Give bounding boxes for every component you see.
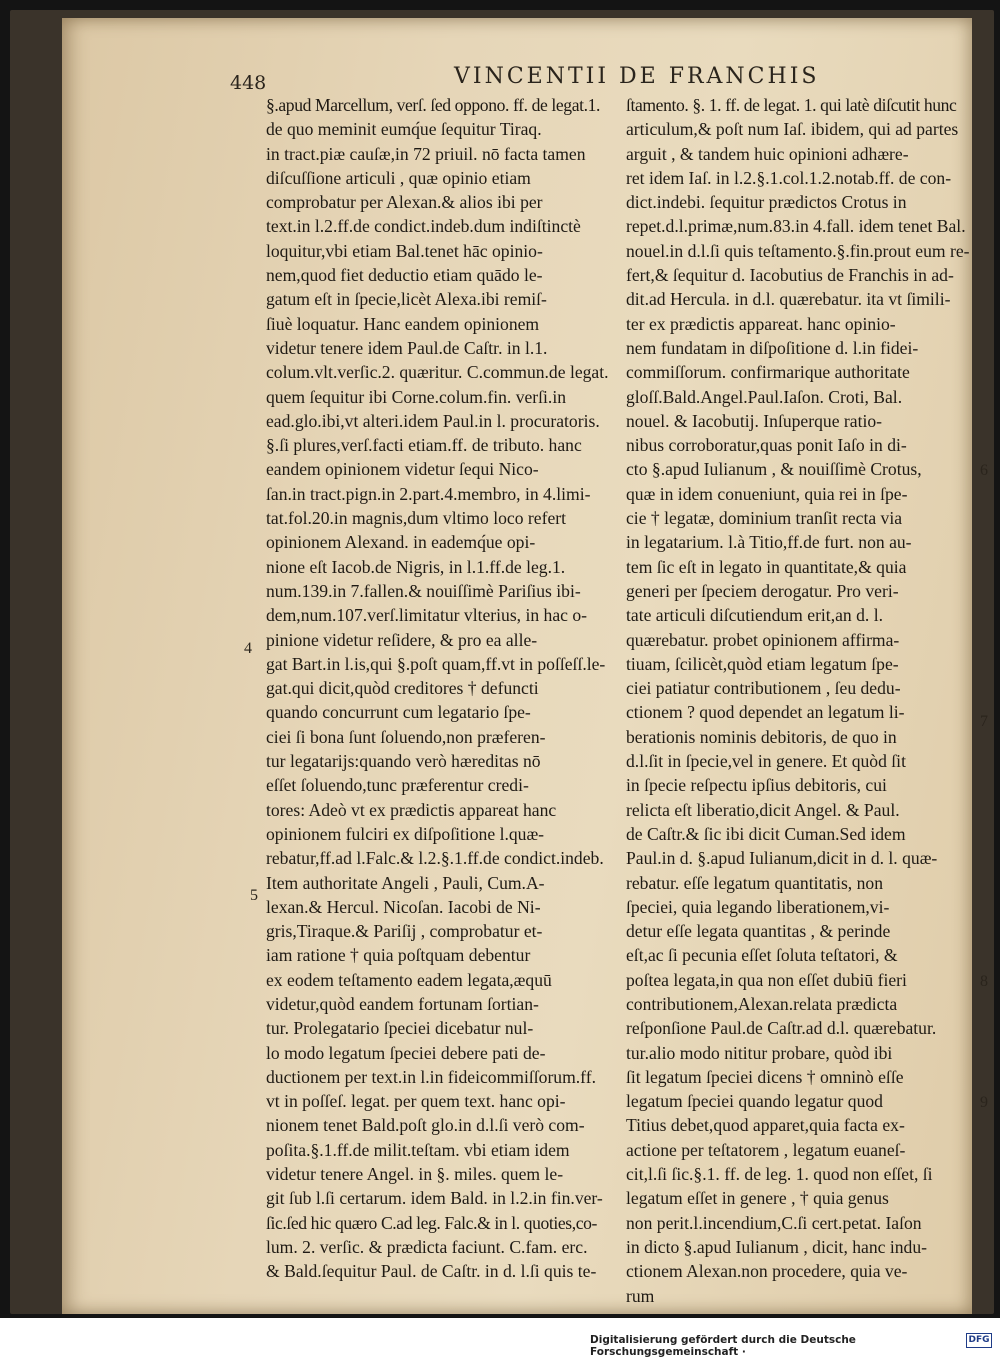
left-text-column	[266, 93, 616, 1284]
text-line: legatum ſpeciei quando legatur quod	[626, 1091, 883, 1112]
text-line: ciei ſi bona ſunt ſoluendo,non præferen-	[266, 726, 546, 747]
dfg-logo: DFG	[966, 1333, 992, 1348]
text-line: rebatur,ff.ad l.Falc.& l.2.§.1.ff.de condict.indeb.	[266, 848, 604, 869]
text-line: gat.qui dicit,quòd creditores † defuncti	[266, 678, 539, 699]
text-line: contributionem,Alexan.relata prædicta	[626, 993, 898, 1014]
text-line: eſſet ſoluendo,tunc præferentur credi-	[266, 775, 529, 796]
text-line: dem,num.107.verſ.limitatur vlterius, in hac o-	[266, 605, 588, 626]
text-line: num.139.in 7.fallen.& nouiſſimè Pariſius ibi-	[266, 580, 581, 601]
text-line: opinionem Alexand. in eademq́ue opi-	[266, 532, 536, 553]
text-line: nione eſt Iacob.de Nigris, in l.1.ff.de leg.1.	[266, 556, 566, 577]
text-line: diſcuſſione articuli , quæ opinio etiam	[266, 167, 531, 188]
text-line: gatum eſt in ſpecie,licèt Alexa.ibi remiſ-	[266, 289, 547, 310]
margin-note: 7	[980, 713, 988, 730]
text-line: tate articuli diſcutiendum erit,an d. l.	[626, 605, 883, 626]
text-line: generi per ſpeciem derogatur. Pro veri-	[626, 580, 899, 601]
text-line: gris,Tiraque.& Pariſij , comprobatur et-	[266, 921, 543, 942]
text-line: lexan.& Hercul. Nicoſan. Iacobi de Ni-	[266, 896, 541, 917]
text-line: tur. Prolegatario ſpeciei dicebatur nul-	[266, 1018, 534, 1039]
running-header	[62, 58, 972, 98]
text-line: ret idem Iaſ. in l.2.§.1.col.1.2.notab.ff. de con-	[626, 167, 952, 188]
text-line: rebatur. eſſe legatum quantitatis, non	[626, 872, 883, 893]
text-line: d.l.ſit in ſpecie,vel in genere. Et quòd ſit	[626, 751, 906, 772]
text-line: reſponſione Paul.de Caſtr.ad d.l. quærebatur.	[626, 1018, 937, 1039]
margin-note: 8	[980, 973, 988, 990]
text-line: eandem opinionem videtur ſequi Nico-	[266, 459, 539, 480]
text-line: non perit.l.incendium,C.ſi cert.petat. Iaſon	[626, 1212, 922, 1233]
text-line: tur legatarijs:quando verò hæreditas nō	[266, 751, 541, 772]
text-line: ductionem per text.in l.in fideicommiſſorum.ff.	[266, 1066, 596, 1087]
header-title: VINCENTII DE FRANCHIS	[454, 64, 820, 89]
text-line: tur.alio modo nititur probare, quòd ibi	[626, 1042, 893, 1063]
text-line: quem ſequitur ibi Corne.colum.fin. verſi.in	[266, 386, 567, 407]
text-line: detur eſſe legata quantitas , & perinde	[626, 921, 891, 942]
margin-note: 5	[250, 887, 258, 904]
text-line: loquitur,vbi etiam Bal.tenet hāc opinio-	[266, 240, 543, 261]
text-line: nouel.in d.l.ſi quis teſtamento.§.fin.prout eum re-	[626, 240, 970, 261]
text-line: Item authoritate Angeli , Pauli, Cum.A-	[266, 872, 545, 893]
text-line: relicta eſt liberatio,dicit Angel. & Paul.	[626, 799, 900, 820]
text-line: & Bald.ſequitur Paul. de Caſtr. in d. l.ſi quis te-	[266, 1261, 597, 1282]
text-line: pinione videtur reſidere, & pro ea alle-	[266, 629, 538, 650]
text-line: ctionem ? quod dependet an legatum li-	[626, 702, 905, 723]
text-line: ctionem Alexan.non procedere, quia ve-	[626, 1261, 908, 1282]
text-line: lum. 2. verſic. & prædicta faciunt. C.fam. erc.	[266, 1236, 588, 1257]
text-line: arguit , & tandem huic opinioni adhære-	[626, 143, 909, 164]
text-line: repet.d.l.primæ,num.83.in 4.fall. idem tenet Bal.	[626, 216, 966, 237]
right-text-column	[626, 93, 971, 1308]
text-line: actione per teſtatorem , legatum euaneſ-	[626, 1139, 906, 1160]
text-line: in legatarium. l.à Titio,ff.de furt. non au-	[626, 532, 912, 553]
text-line: ſpeciei, quia legando liberationem,vi-	[626, 896, 890, 917]
text-line: ſan.in tract.pign.in 2.part.4.membro, in 4.limi-	[266, 483, 591, 504]
text-line: ex eodem teſtamento eadem legata,æquū	[266, 969, 552, 990]
text-line: Paul.in d. §.apud Iulianum,dicit in d. l. quæ-	[626, 848, 938, 869]
text-line: commiſſorum. confirmarique authoritate	[626, 362, 910, 383]
margin-note: 9	[980, 1094, 988, 1111]
margin-note: 6	[980, 462, 988, 479]
text-line: quæ in idem conueniunt, quia rei in ſpe-	[626, 483, 908, 504]
text-line: quærebatur. probet opinionem affirma-	[626, 629, 900, 650]
text-line: ter ex prædictis appareat. hanc opinio-	[626, 313, 896, 334]
text-line: ſtamento. §. 1. ff. de legat. 1. qui latè diſcutit hunc	[626, 95, 957, 115]
text-line: ſiuè loquatur. Hanc eandem opinionem	[266, 313, 540, 334]
text-line: nem fundatam in diſpoſitione d. l.in fidei-	[626, 337, 919, 358]
text-line: Titius debet,quod apparet,quia facta ex-	[626, 1115, 905, 1136]
text-line: de Caſtr.& ſic ibi dicit Cuman.Sed idem	[626, 823, 906, 844]
text-line: vt in poſſeſ. legat. per quem text. hanc opi-	[266, 1091, 566, 1112]
text-line: cie † legatæ, dominium tranſit recta via	[626, 508, 903, 529]
margin-note: 4	[244, 640, 252, 657]
text-line: dict.indebi. ſequitur prædictos Crotus in	[626, 192, 907, 213]
text-line: opinionem fulciri ex diſpoſitione l.quæ-	[266, 823, 545, 844]
text-line: tores: Adeò vt ex prædictis appareat hanc	[266, 799, 557, 820]
text-line: git ſub l.ſi certarum. idem Bald. in l.2.in fin.ver-	[266, 1188, 603, 1209]
text-line: fert,& ſequitur d. Iacobutius de Franchis in ad-	[626, 265, 954, 286]
text-line: dit.ad Hercula. in d.l. quærebatur. ita vt ſimili-	[626, 289, 951, 310]
text-line: comprobatur per Alexan.& alios ibi per	[266, 192, 543, 213]
text-line: poſita.§.1.ff.de milit.teſtam. vbi etiam idem	[266, 1139, 570, 1160]
text-line: in dicto §.apud Iulianum , dicit, hanc indu-	[626, 1236, 927, 1257]
text-line: quando concurrunt cum legatario ſpe-	[266, 702, 531, 723]
text-line: tat.fol.20.in magnis,dum vltimo loco refert	[266, 508, 567, 529]
text-line: nionem tenet Bald.poſt glo.in d.l.ſi verò com-	[266, 1115, 585, 1136]
text-line: in tract.piæ cauſæ,in 72 priuil. nō facta tamen	[266, 143, 586, 164]
text-line: nibus corroboratur,quas ponit Iaſo in di-	[626, 435, 907, 456]
text-line: gloſſ.Bald.Angel.Paul.Iaſon. Croti, Bal.	[626, 386, 903, 407]
text-line: text.in l.2.ff.de condict.indeb.dum indiſtinctè	[266, 216, 581, 237]
text-line: de quo meminit eumq́ue ſequitur Tiraq.	[266, 119, 542, 140]
text-line: eſt,ac ſi pecunia eſſet ſoluta teſtatori, &	[626, 945, 898, 966]
text-line: tiuam, ſcilicèt,quòd etiam legatum ſpe-	[626, 653, 899, 674]
text-line: in ſpecie reſpectu ipſius debitoris, cui	[626, 775, 887, 796]
text-line: nem,quod fiet deductio etiam quādo le-	[266, 265, 543, 286]
text-line: articulum,& poſt num Iaſ. ibidem, qui ad partes	[626, 119, 959, 140]
text-line: videtur,quòd eandem fortunam ſortian-	[266, 993, 539, 1014]
text-line: berationis nominis debitoris, de quo in	[626, 726, 897, 747]
text-line: nouel. & Iacobutij. Inſuperque ratio-	[626, 410, 883, 431]
text-line: gat Bart.in l.is,qui §.poſt quam,ff.vt in poſſeſſ.le-	[266, 653, 606, 674]
text-line: colum.vlt.verſic.2. quæritur. C.commun.de legat.	[266, 362, 609, 383]
text-line: lo modo legatum ſpeciei debere pati de-	[266, 1042, 546, 1063]
text-line: legatum eſſet in genere , † quia genus	[626, 1188, 889, 1209]
page-number: 448	[230, 72, 267, 94]
text-line: ſit legatum ſpeciei dicens † omninò eſſe	[626, 1066, 904, 1087]
text-line: ead.glo.ibi,vt alteri.idem Paul.in l. procuratoris.	[266, 410, 600, 431]
text-line: cit,l.ſi ſic.§.1. ff. de leg. 1. quod non eſſet, ſi	[626, 1164, 933, 1185]
text-line: videtur tenere Angel. in §. miles. quem le-	[266, 1164, 564, 1185]
text-line: ſic.ſed hic quæro C.ad leg. Falc.& in l. quoties,co-	[266, 1212, 598, 1233]
text-line: videtur tenere idem Paul.de Caſtr. in l.1.	[266, 337, 548, 358]
text-line: iam ratione † quia poſtquam debentur	[266, 945, 531, 966]
text-line: §.apud Marcellum, verſ. ſed oppono. ff. de legat.1.	[266, 95, 600, 115]
text-line: tem ſic eſt in legato in quantitate,& quia	[626, 556, 907, 577]
footer-credit: Digitalisierung gefördert durch die Deutsche Forschungsgemeinschaft ·	[590, 1334, 856, 1358]
text-line: poſtea legata,in qua non eſſet dubiū fieri	[626, 969, 907, 990]
text-line: cto §.apud Iulianum , & nouiſſimè Crotus,	[626, 459, 922, 480]
text-line: rum	[626, 1285, 655, 1306]
text-line: ciei patiatur contributionem , ſeu dedu-	[626, 678, 901, 699]
text-line: §.ſi plures,verſ.facti etiam.ff. de tributo. hanc	[266, 435, 582, 456]
